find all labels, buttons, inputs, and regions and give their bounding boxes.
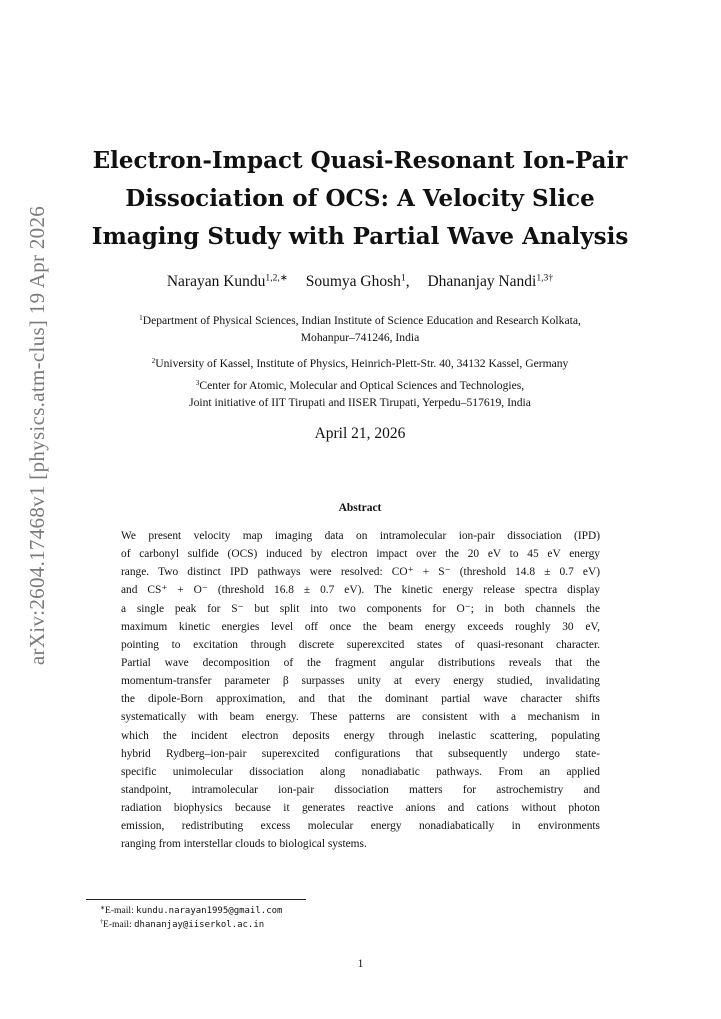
author-affil-mark: 1,3† <box>536 272 554 284</box>
abstract-line: of carbonyl sulfide (OCS) induced by electron impact over the 20 eV to 45 eV energy <box>121 548 600 561</box>
abstract-body <box>121 527 600 854</box>
arxiv-stamp <box>18 205 58 665</box>
footnote-mark: † <box>100 919 103 926</box>
author-name: Dhananjay Nandi <box>427 273 537 290</box>
abstract-line: radiation biophysics because it generates reactive anions and cations without photon <box>121 802 600 815</box>
abstract-line: hybrid Rydberg–ion-pair superexcited configurations that subsequently undergo state- <box>121 747 600 760</box>
footnote-2 <box>100 918 264 932</box>
abstract-line: the dipole-Born approximation, and that the dominant partial wave character shifts <box>121 693 600 706</box>
abstract-line: Partial wave decomposition of the fragment angular distributions reveals that the <box>121 656 600 669</box>
abstract-line: maximum kinetic energies level off once the beam energy exceeds roughly 30 eV, <box>121 620 600 633</box>
abstract-line: pointing to excitation through discrete superexcited states of quasi-resonant character. <box>121 638 600 651</box>
affiliation-2 <box>70 355 650 372</box>
affiliation-line: Center for Atomic, Molecular and Optical Sciences and Technologies, <box>199 379 525 392</box>
paper-date: April 21, 2026 <box>314 425 406 442</box>
affiliation-3 <box>70 377 650 411</box>
title-line: Imaging Study with Partial Wave Analysis <box>91 223 629 250</box>
author-affil-mark: 1 <box>400 272 406 284</box>
affiliation-1 <box>70 312 650 346</box>
affiliation-line: University of Kassel, Institute of Physics, Heinrich-Plett-Str. 40, 34132 Kassel, Germany <box>155 357 569 370</box>
author-name: Soumya Ghosh <box>305 273 401 290</box>
page-number: 1 <box>357 958 364 970</box>
abstract-line: a single peak for S⁻ but split into two components for O⁻; in both channels the <box>121 602 600 615</box>
title-line: Electron-Impact Quasi-Resonant Ion-Pair <box>92 147 628 174</box>
abstract-line: We present velocity map imaging data on intramolecular ion-pair dissociation (IPD) <box>121 530 600 542</box>
footnote-mark: ∗ <box>100 905 105 912</box>
affiliation-line: Joint initiative of IIT Tirupati and IISER Tirupati, Yerpedu–517619, India <box>189 396 531 409</box>
footnote-label: E-mail: <box>102 919 135 930</box>
affiliation-mark: 2 <box>151 357 156 366</box>
abstract-line: systematically with beam energy. These patterns are consistent with a mechanism in <box>121 711 600 724</box>
footnote-email: dhananjay@iiserkol.ac.in <box>134 920 265 930</box>
abstract-line: momentum-transfer parameter β surpasses unity at every energy studied, invalidating <box>121 675 600 688</box>
affiliation-mark: 1 <box>139 314 143 323</box>
author-name: Narayan Kundu <box>166 273 266 290</box>
author-affil-mark: 1,2,∗ <box>265 272 288 284</box>
arxiv-stamp-text: arXiv:2604.17468v1 [physics.atm-clus] 19 Apr 2026 <box>25 205 50 665</box>
abstract-line: which the incident electron deposits energy through inelastic scattering, populating <box>121 729 600 742</box>
abstract-heading: Abstract <box>338 502 382 514</box>
author-list: Narayan Kundu$^{1,2,∗}$ Soumya Ghosh$^1$, Dhananjay Nandi$^{1,3\dagger}$ <box>166 272 554 290</box>
footnote-rule <box>86 899 306 900</box>
footnote-email: kundu.narayan1995@gmail.com <box>136 906 283 916</box>
paper-title <box>70 142 650 256</box>
footnote-label: E-mail: <box>104 905 137 916</box>
footnote-1 <box>100 904 282 918</box>
affiliation-line: Mohanpur–741246, India <box>300 331 420 344</box>
abstract-line: ranging from interstellar clouds to biological systems. <box>121 838 367 851</box>
abstract-line: emission, redistributing excess molecular energy nonadiabatically in environments <box>121 820 600 833</box>
abstract-line: and CS⁺ + O⁻ (threshold 16.8 ± 0.7 eV). The kinetic energy release spectra display <box>121 584 600 597</box>
abstract-line: standpoint, intramolecular ion-pair dissociation matters for astrochemistry and <box>121 783 600 796</box>
affiliation-line: Department of Physical Sciences, Indian Institute of Science Education and Research Kolkata, <box>142 314 581 327</box>
abstract-line: range. Two distinct IPD pathways were resolved: CO⁺ + S⁻ (threshold 14.8 ± 0.7 eV) <box>121 566 600 579</box>
abstract-line: specific unimolecular dissociation along nonadiabatic pathways. From an applied <box>121 765 600 778</box>
affiliation-mark: 3 <box>195 379 200 388</box>
title-line: Dissociation of OCS: A Velocity Slice <box>125 185 595 212</box>
